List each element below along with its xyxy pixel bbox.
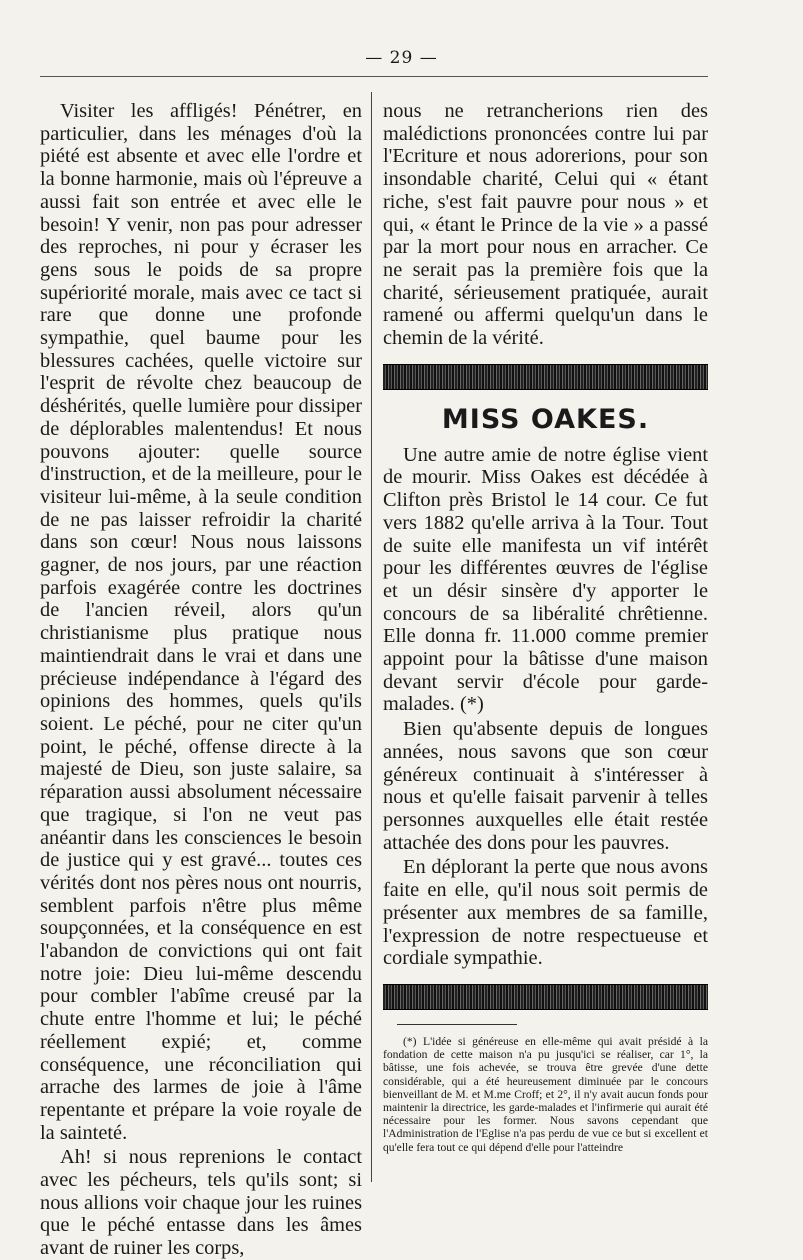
paragraph: Ah! si nous reprenions le contact avec les pécheurs, tels qu'ils sont; si nous allions voir chaque jour les ruines que le péché entasse dans les âmes avant de ruiner les corps, [40, 1146, 362, 1260]
footnote: (*) L'idée si généreuse en elle-même qui avait présidé à la fondation de cette maison n'a pu jusqu'ici se réaliser, car 1°, la bâtisse, une fois achevée, se trouva être grevée d'une dette considérable, qui a été heureusement diminuée par le concours bienveillant de M. et M.me Croff; et 2°, il n'y avait aucun fonds pour maintenir la directrice, les garde-malades et l'infirmerie qui aurait été nécessaire pour les former. Nous savons cependant que l'Administration de l'Eglise n'a pas perdu de vue ce but si excellent et qu'elle fera tout ce qui dépend d'elle pour l'atteindre [383, 1034, 708, 1154]
decorative-band [383, 984, 708, 1010]
header-rule [40, 76, 708, 77]
right-column [383, 100, 708, 1154]
column-divider [371, 92, 372, 1182]
article-title: MISS OAKES. [441, 403, 650, 435]
paragraph: Une autre amie de notre église vient de mourir. Miss Oakes est décédée à Clifton près Bristol le 14 cour. Ce fut vers 1882 qu'elle arriva à la Tour. Tout de suite elle manifesta un vif intérêt pour les différentes œuvres de l'église et un désir sinsère d'y apporter le concours de sa libéralité chrêtienne. Elle donna fr. 11.000 comme premier appoint pour la bâtisse d'une maison devant servir d'école pour garde-malades. (*) [383, 443, 708, 716]
footnote-rule [397, 1024, 517, 1025]
page-number: — 29 — [365, 48, 438, 68]
paragraph: En déplorant la perte que nous avons faite en elle, qu'il nous soit permis de présenter aux membres de sa famille, l'expression de notre respectueuse et cordiale sympathie. [383, 856, 708, 970]
paragraph-continuation: nous ne retrancherions rien des malédictions prononcées contre lui par l'Ecriture et nous adorerions, pour son insondable charité, Celui qui « étant riche, s'est fait pauvre pour nous » et qui, « étant le Prince de la vie » a passé par la mort pour nous en arracher. Ce ne serait pas la première fois que la charité, sérieusement pratiquée, aurait ramené ou affermi quelqu'un dans le chemin de la vérité. [383, 100, 708, 350]
left-column [40, 100, 362, 1260]
decorative-band [383, 364, 708, 390]
paragraph: Bien qu'absente depuis de longues années, nous savons que son cœur généreux continuait à s'intéresser à nous et qu'elle faisait parvenir à telles personnes auxquelles elle était restée attachée des dons pour les pauvres. [383, 718, 708, 854]
paragraph: Visiter les affligés! Pénétrer, en particulier, dans les ménages d'où la piété est absente et avec elle l'ordre et la bonne harmonie, mais où l'épreuve a aussi fait son entrée et avec elle le besoin! Y venir, non pas pour adresser des reproches, ni pour y écraser les gens sous le poids de sa propre supériorité morale, mais avec ce tact si rare que donne une profonde sympathie, quel baume pour les blessures cachées, quelle victoire sur l'esprit de révolte chez beaucoup de déshérités, quelle lumière pour dissiper de déplorables malentendus! Et nous pouvons ajouter: quelle source d'instruction, et de la meilleure, pour le visiteur lui-même, à la seule condition de ne pas laisser refroidir la charité dans son cœur! Nous nous laissons gagner, de nos jours, par une réaction parfois exagérée contre les doctrines de l'ancien réveil, alors qu'un christianisme plus pratique nous maintiendrait dans le vrai et dans une précieuse indépendance à l'égard des opinions des hommes, quels qu'ils soient. Le péché, pour ne citer qu'un point, le péché, offense directe à la majesté de Dieu, son juste salaire, sa réparation aussi absolument nécessaire que tragique, si l'on ne veut pas anéantir dans les consciences le besoin de justice qui y est gravé... toutes ces vérités dont nos pères nous ont nourris, semblent parfois n'être plus même soupçonnées, et la conséquence en est l'abandon de convictions qui ont fait notre joie: Dieu lui-même descendu pour combler l'abîme creusé par la chute entre l'homme et lui; le péché réellement expié; et, comme conséquence, une réconciliation qui arrache des larmes de joie à l'âme repentante et prépare la voie royale de la sainteté. [40, 100, 362, 1144]
